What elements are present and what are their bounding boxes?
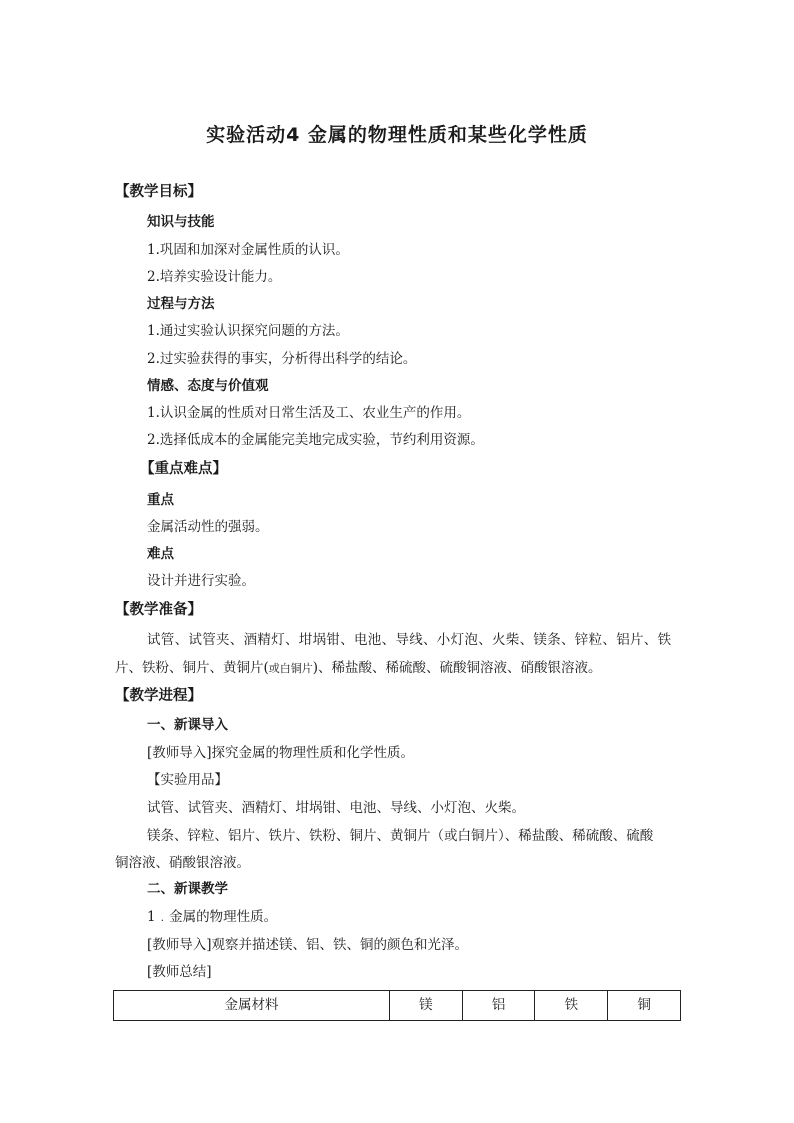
key-points-heading: 【重点难点】 <box>140 461 227 477</box>
process-item-2: 2.过实验获得的事实，分析得出科学的结论。 <box>147 351 417 367</box>
difficulty-label: 难点 <box>147 546 174 562</box>
intro-text: [教师导入]探究金属的物理性质和化学性质。 <box>147 745 415 761</box>
table-header-cell: 金属材料 <box>114 991 390 1021</box>
attitude-item-2: 2.选择低成本的金属能完美地完成实验，节约利用资源。 <box>147 432 484 448</box>
preparation-line-2-note: 或白铜片 <box>268 662 313 675</box>
knowledge-label: 知识与技能 <box>147 214 215 230</box>
item1-text: 1﹒金属的物理性质。 <box>147 909 278 925</box>
table-header-cell: 镁 <box>389 991 462 1021</box>
table-row <box>114 991 681 1021</box>
objectives-heading: 【教学目标】 <box>115 184 202 200</box>
teacher-summary: [教师总结] <box>147 964 212 980</box>
table-header-cell: 铝 <box>462 991 535 1021</box>
preparation-heading: 【教学准备】 <box>115 602 202 618</box>
table-header-cell: 铜 <box>608 991 681 1021</box>
part2-heading: 二、新课教学 <box>147 881 228 897</box>
supplies-line-3: 铜溶液、硝酸银溶液。 <box>115 855 250 871</box>
preparation-line-2 <box>115 658 602 679</box>
difficulty-text: 设计并进行实验。 <box>147 573 255 589</box>
preparation-line-2-end: )、稀盐酸、稀硫酸、硫酸铜溶液、硝酸银溶液。 <box>312 660 602 676</box>
focus-label: 重点 <box>147 492 174 508</box>
supplies-line-2: 镁条、锌粒、铝片、铁片、铁粉、铜片、黄铜片（或白铜片）、稀盐酸、稀硫酸、硫酸 <box>147 828 654 844</box>
attitude-label: 情感、态度与价值观 <box>147 378 269 394</box>
supplies-heading: 【实验用品】 <box>147 772 228 788</box>
preparation-line-2-start: 片、铁粉、铜片、黄铜片( <box>115 660 269 676</box>
page-title: 实验活动4 金属的物理性质和某些化学性质 <box>206 124 588 146</box>
metal-materials-table <box>113 990 681 1021</box>
attitude-item-1: 1.认识金属的性质对日常生活及工、农业生产的作用。 <box>147 405 471 421</box>
preparation-line-1: 试管、试管夹、酒精灯、坩埚钳、电池、导线、小灯泡、火柴、镁条、锌粒、铝片、铁 <box>147 632 672 648</box>
knowledge-item-1: 1.巩固和加深对金属性质的认识。 <box>147 242 349 258</box>
process-item-1: 1.通过实验认识探究问题的方法。 <box>147 323 349 339</box>
process-section-heading: 【教学进程】 <box>115 688 202 704</box>
focus-text: 金属活动性的强弱。 <box>147 519 269 535</box>
supplies-line-1: 试管、试管夹、酒精灯、坩埚钳、电池、导线、小灯泡、火柴。 <box>147 800 525 816</box>
part1-heading: 一、新课导入 <box>147 717 228 733</box>
table-header-cell: 铁 <box>535 991 608 1021</box>
process-label: 过程与方法 <box>147 296 215 312</box>
teacher-intro-text: [教师导入]观察并描述镁、铝、铁、铜的颜色和光泽。 <box>147 937 469 953</box>
knowledge-item-2: 2.培养实验设计能力。 <box>147 269 282 285</box>
